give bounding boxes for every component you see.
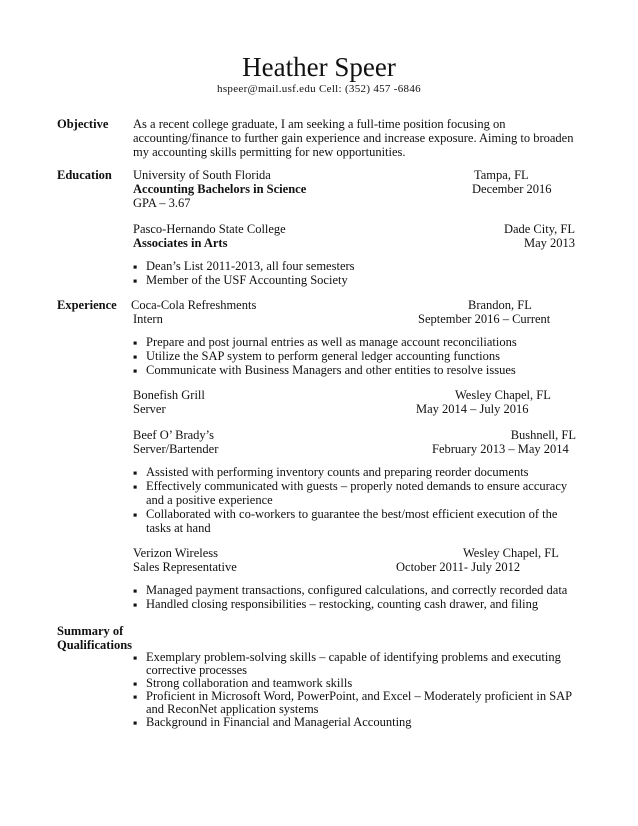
degree-name: Associates in Arts (133, 236, 228, 250)
gpa: GPA – 3.67 (133, 196, 191, 210)
list-item-continuation: and a positive experience (146, 493, 273, 507)
bullet-icon: ▪ (133, 480, 138, 494)
list-item: Exemplary problem-solving skills – capable of identifying problems and executing (146, 650, 561, 664)
bullet-icon: ▪ (133, 466, 138, 480)
objective-line: accounting/finance to further gain experience and increase exposure. Aiming to broaden (133, 131, 574, 145)
resume-name: Heather Speer (242, 52, 396, 82)
list-item-continuation: corrective processes (146, 663, 247, 677)
list-item: Background in Financial and Managerial Accounting (146, 715, 412, 729)
job-title: Sales Representative (133, 560, 237, 574)
degree-date: May 2013 (523, 236, 575, 250)
list-item: Proficient in Microsoft Word, PowerPoint, and Excel – Moderately proficient in SAP (146, 689, 573, 703)
job-dates: September 2016 – Current (418, 312, 551, 326)
job-dates: May 2014 – July 2016 (416, 402, 529, 416)
bullet-icon: ▪ (133, 364, 138, 378)
bullet-icon: ▪ (133, 350, 138, 364)
bullet-icon: ▪ (133, 716, 138, 730)
school-location: Tampa, FL (474, 168, 529, 182)
education-heading: Education (57, 168, 112, 182)
list-item: Handled closing responsibilities – restocking, counting cash drawer, and filing (146, 597, 539, 611)
summary-heading: Summary of (57, 624, 124, 638)
school-name: Pasco-Hernando State College (133, 222, 286, 236)
bullet-icon: ▪ (133, 274, 138, 288)
objective-line: As a recent college graduate, I am seeking a full-time position focusing on (133, 117, 506, 131)
list-item: Member of the USF Accounting Society (146, 273, 348, 287)
degree-date: December 2016 (472, 182, 552, 196)
list-item-continuation: tasks at hand (146, 521, 211, 535)
company-name: Coca-Cola Refreshments (131, 298, 257, 312)
company-name: Beef O’ Brady’s (133, 428, 214, 442)
experience-heading: Experience (57, 298, 117, 312)
bullet-icon: ▪ (133, 677, 138, 691)
bullet-icon: ▪ (133, 690, 138, 704)
school-name: University of South Florida (133, 168, 271, 182)
job-location: Wesley Chapel, FL (463, 546, 559, 560)
list-item-continuation: and ReconNet application systems (146, 702, 319, 716)
school-location: Dade City, FL (503, 222, 575, 236)
list-item: Assisted with performing inventory counts and preparing reorder documents (146, 465, 529, 479)
objective-line: my accounting skills permitting for new opportunities. (133, 145, 406, 159)
job-dates: October 2011- July 2012 (396, 560, 521, 574)
summary-heading: Qualifications (57, 638, 133, 652)
list-item: Collaborated with co-workers to guarantee the best/most efficient execution of the (146, 507, 558, 521)
bullet-icon: ▪ (133, 336, 138, 350)
job-location: Wesley Chapel, FL (455, 388, 551, 402)
job-location: Brandon, FL (468, 298, 532, 312)
contact-line: hspeer@mail.usf.edu Cell: (352) 457 -6846 (217, 83, 421, 95)
list-item: Strong collaboration and teamwork skills (146, 676, 353, 690)
bullet-icon: ▪ (133, 598, 138, 612)
list-item: Utilize the SAP system to perform general ledger accounting functions (146, 349, 500, 363)
list-item: Communicate with Business Managers and other entities to resolve issues (146, 363, 516, 377)
company-name: Verizon Wireless (133, 546, 219, 560)
bullet-icon: ▪ (133, 508, 138, 522)
bullet-icon: ▪ (133, 260, 138, 274)
job-title: Server (133, 402, 166, 416)
job-location: Bushnell, FL (510, 428, 576, 442)
list-item: Managed payment transactions, configured calculations, and correctly recorded data (146, 583, 568, 597)
list-item: Dean’s List 2011-2013, all four semesters (146, 259, 355, 273)
company-name: Bonefish Grill (133, 388, 205, 402)
objective-heading: Objective (57, 117, 109, 131)
bullet-icon: ▪ (133, 651, 138, 665)
job-title: Intern (133, 312, 163, 326)
list-item: Prepare and post journal entries as well as manage account reconciliations (146, 335, 517, 349)
bullet-icon: ▪ (133, 584, 138, 598)
list-item: Effectively communicated with guests – properly noted demands to ensure accuracy (146, 479, 568, 493)
job-title: Server/Bartender (133, 442, 219, 456)
degree-name: Accounting Bachelors in Science (133, 182, 307, 196)
job-dates: February 2013 – May 2014 (432, 442, 569, 456)
